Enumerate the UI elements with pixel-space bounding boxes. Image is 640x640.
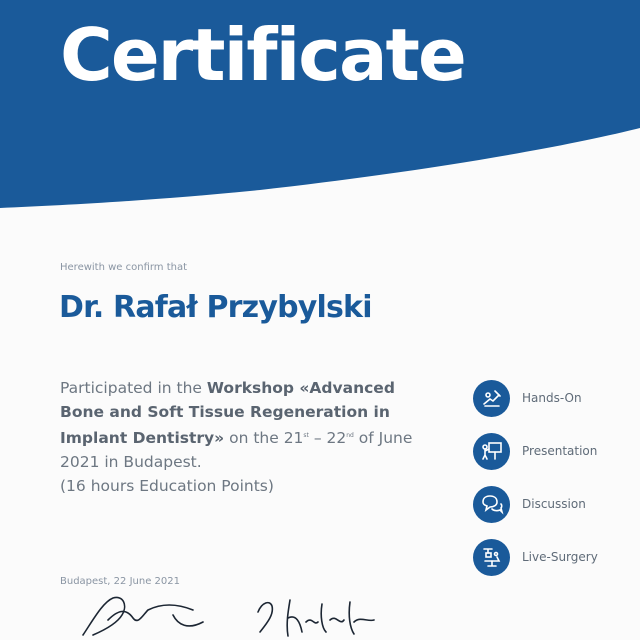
presentation-icon [473,433,510,470]
confirm-text: Herewith we confirm that [60,262,188,273]
format-label: Discussion [522,497,586,511]
live-surgery-icon [473,539,510,576]
dates-mid: – 22 [308,429,347,448]
intro-text: Participated in the [60,379,207,397]
certificate-title: Certificate [60,13,465,97]
format-label: Hands-On [522,391,582,405]
dates-post: of June 2021 in Budapest. [60,429,413,472]
signature-2 [250,592,390,640]
format-item-hands-on [473,378,633,418]
place-date: Budapest, 22 June 2021 [60,576,180,587]
education-points: (16 hours Education Points) [60,477,274,496]
format-item-discussion [473,484,633,524]
format-item-presentation [473,431,633,471]
format-label: Presentation [522,444,598,458]
participation-text [60,376,420,498]
workshop-title: Workshop «Advanced Bone and Soft Tissue Regeneration in Implant Dentistry» [60,379,395,448]
dates-pre: on the 21 [224,429,304,448]
signature-1 [78,590,208,640]
discussion-icon [473,486,510,523]
hands-on-icon [473,380,510,417]
date-suffix-1: st [303,432,309,439]
format-item-live-surgery [473,537,633,577]
recipient-name: Dr. Rafał Przybylski [59,290,372,325]
format-label: Live-Surgery [522,550,598,564]
date-suffix-2: nd [346,432,354,439]
